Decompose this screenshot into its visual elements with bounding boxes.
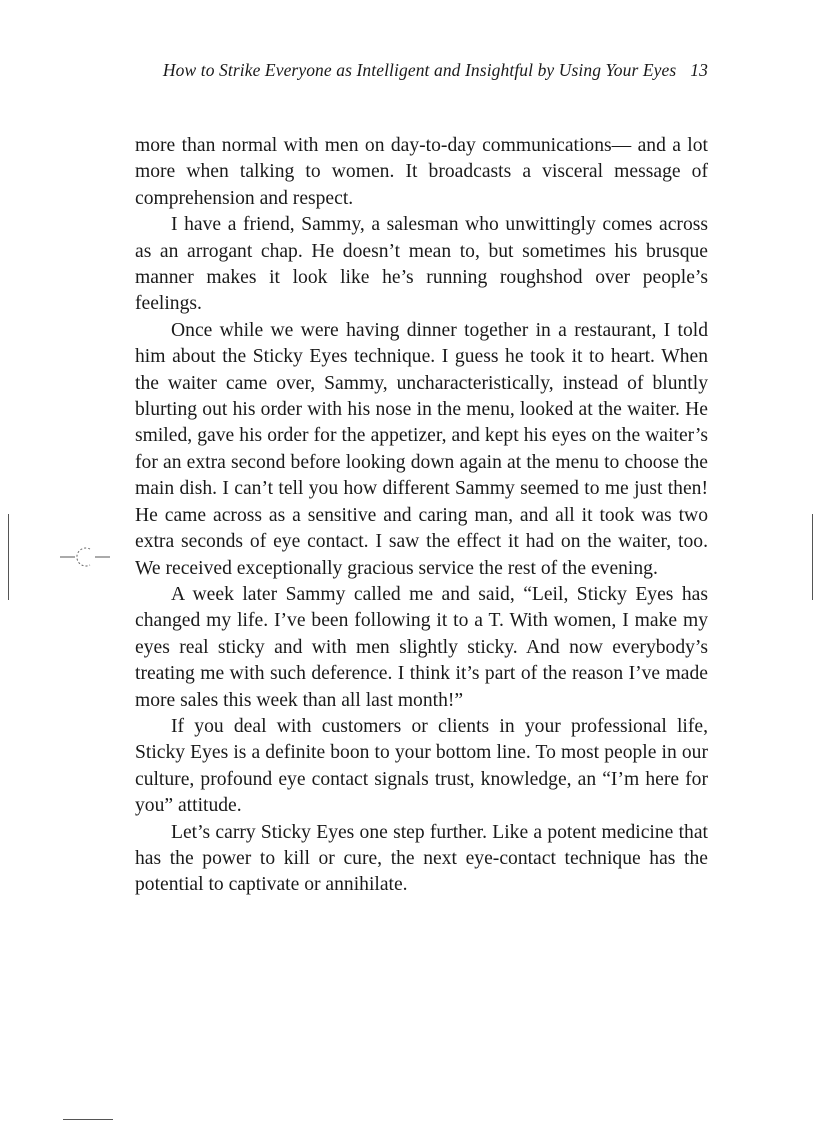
paragraph: I have a friend, Sammy, a salesman who unwittingly comes across as an arrogant chap. He doesn’t mean to, but sometimes his brusque manner makes it look like he’s running roughshod over people’s feelings. — [135, 214, 708, 315]
paragraph: If you deal with customers or clients in your professional life, Sticky Eyes is a definite boon to your bottom line. To most people in our culture, profound eye contact signals trust, knowledge, an “I’m here for you” attitude. — [135, 715, 708, 817]
body-text — [135, 133, 708, 899]
registration-mark-icon — [58, 544, 114, 570]
crop-mark-bottom — [63, 1119, 113, 1120]
chapter-title: How to Strike Everyone as Intelligent and Insightful by Using Your Eyes — [162, 60, 677, 80]
paragraph: Once while we were having dinner together in a restaurant, I told him about the Sticky Eyes technique. I guess he took it to heart. When the waiter came over, Sammy, uncharacteristically, instead of bluntly blurting out his order with his nose in the menu, looked at the waiter. He smiled, gave his order for the appetizer, and kept his eyes on the waiter’s for an extra second before looking down again at the menu to choose the main dish. I can’t tell you how different Sammy seemed to me just then! He came across as a sensitive and caring man, and all it took was two extra seconds of eye contact. I saw the effect it had on the waiter, too. We received exceptionally gracious service the rest of the evening. — [135, 319, 708, 579]
paragraph: Let’s carry Sticky Eyes one step further. Like a potent medicine that has the power to kill or cure, the next eye-contact technique has the potential to captivate or annihilate. — [135, 821, 708, 896]
paragraph: more than normal with men on day-to-day communications— and a lot more when talking to women. It broadcasts a visceral message of comprehension and respect. — [135, 135, 708, 209]
crop-mark-left — [8, 514, 9, 600]
running-header — [135, 58, 708, 82]
crop-mark-right — [812, 514, 813, 600]
page-number: 13 — [690, 60, 708, 80]
paragraph: A week later Sammy called me and said, “Leil, Sticky Eyes has changed my life. I’ve been following it to a T. With women, I make my eyes real sticky and with men slightly sticky. And now everybody’s treating me with such deference. I think it’s part of the reason I’ve made more sales this week than all last month!” — [135, 583, 708, 711]
